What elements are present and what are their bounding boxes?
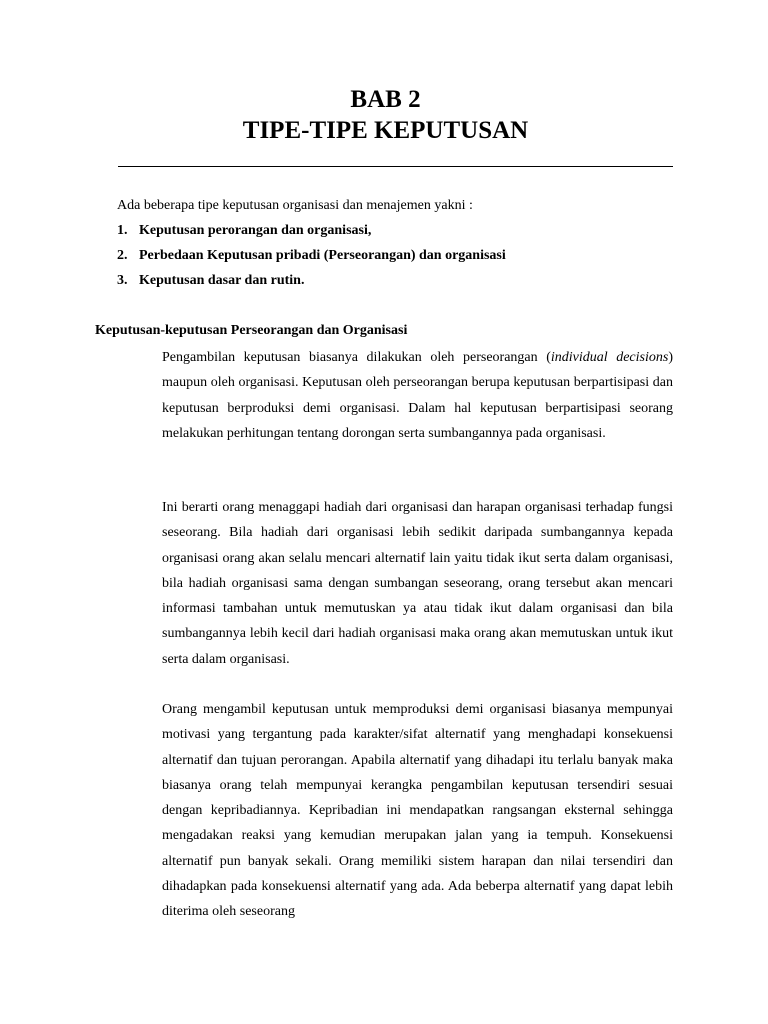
section-heading: Keputusan-keputusan Perseorangan dan Organisasi xyxy=(95,323,408,338)
paragraph-1-italic-term: individual decisions xyxy=(550,350,669,365)
title-divider xyxy=(118,166,673,167)
intro-text: Ada beberapa tipe keputusan organisasi dan menajemen yakni : xyxy=(117,198,473,213)
chapter-title: TIPE-TIPE KEPUTUSAN xyxy=(242,117,529,144)
list-item xyxy=(117,222,506,247)
decision-types-list xyxy=(117,222,506,297)
paragraph-3: Orang mengambil keputusan untuk memproduksi demi organisasi biasanya mempunyai motivasi yang tergantung pada karakter/sifat alternatif yang menghadapi konsekuensi alternatif dan tujuan perorangan. Apabila alternatif yang dihadapi itu terlalu banyak maka biasanya orang telah mempunyai kerangka pengambilan keputusan tersendiri sesuai dengan kepribadiannya. Kepribadian ini mendapatkan rangsangan eksternal sehingga mengadakan reaksi yang kemudian merupakan jalan yang ia tempuh. Konsekuensi alternatif pun banyak sekali. Orang memiliki sistem harapan dan nilai tersendiri dan dihadapkan pada konsekuensi alternatif yang ada. Ada beberpa alternatif yang dapat lebih diterima oleh seseorang xyxy=(162,702,673,920)
paragraph-2: Ini berarti orang menaggapi hadiah dari organisasi dan harapan organisasi terhadap fungsi seseorang. Bila hadiah dari organisasi lebih sedikit daripada sumbangannya kepada organisasi orang akan selalu mencari alternatif lain yaitu tidak ikut serta dalam organisasi, bila hadiah organisasi sama dengan sumbangan seseorang, orang tersebut akan mencari informasi tambahan untuk memutuskan ya atau tidak ikut dalam organisasi dan bila sumbangannya lebih kecil dari hadiah organisasi maka orang akan memutuskan untuk ikut serta dalam organisasi. xyxy=(162,500,673,667)
list-item-number: 3. xyxy=(117,273,128,288)
list-item-text: Perbedaan Keputusan pribadi (Perseorangan) dan organisasi xyxy=(139,248,506,263)
title-block xyxy=(0,84,768,146)
list-item-text: Keputusan dasar dan rutin. xyxy=(139,273,305,288)
list-item-number: 2. xyxy=(117,248,128,263)
list-item-text: Keputusan perorangan dan organisasi, xyxy=(139,223,372,238)
list-item-number: 1. xyxy=(117,223,128,238)
paragraph-1-before: Pengambilan keputusan biasanya dilakukan oleh perseorangan ( xyxy=(162,350,551,365)
list-item xyxy=(117,247,506,272)
list-item xyxy=(117,272,506,297)
paragraph-1-after: ) maupun oleh organisasi. Keputusan oleh perseorangan berupa keputusan berpartisipasi dan keputusan berproduksi demi organisasi. Dalam hal keputusan berpartisipasi seorang melakukan perhitungan tentang dorongan serta sumbangannya pada organisasi. xyxy=(162,350,673,441)
paragraph-1 xyxy=(162,345,673,446)
chapter-heading: BAB 2 xyxy=(350,86,421,113)
